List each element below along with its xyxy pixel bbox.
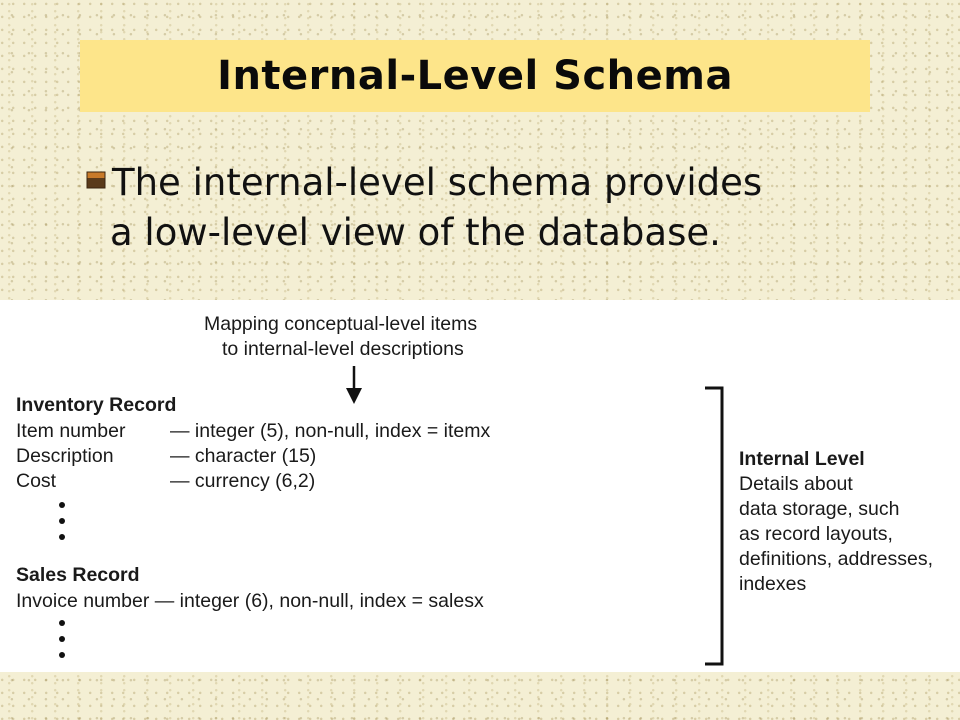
sales-record-heading: Sales Record bbox=[16, 564, 140, 586]
annotation-line-1: Mapping conceptual-level items bbox=[204, 313, 478, 335]
ellipsis-dot bbox=[59, 502, 65, 508]
internal-level-heading: Internal Level bbox=[739, 448, 865, 470]
inventory-field-item-number: Item number bbox=[16, 420, 126, 442]
mapping-arrow-head bbox=[346, 388, 362, 404]
sales-record-row: Invoice number — integer (6), non-null, index = salesx bbox=[16, 590, 484, 612]
inventory-record-heading: Inventory Record bbox=[16, 394, 177, 416]
inventory-field-cost: Cost bbox=[16, 470, 57, 492]
internal-level-line: data storage, such bbox=[739, 498, 900, 520]
internal-level-line: indexes bbox=[739, 573, 807, 595]
ellipsis-dot bbox=[59, 636, 65, 642]
inventory-desc-cost: — currency (6,2) bbox=[170, 470, 316, 492]
ellipsis-dot bbox=[59, 534, 65, 540]
slide-title: Internal-Level Schema bbox=[217, 53, 733, 99]
ellipsis-dot bbox=[59, 652, 65, 658]
title-banner bbox=[80, 40, 870, 112]
internal-level-line: definitions, addresses, bbox=[739, 548, 934, 570]
inventory-desc-item-number: — integer (5), non-null, index = itemx bbox=[170, 420, 491, 442]
inventory-field-description: Description bbox=[16, 445, 114, 467]
annotation-line-2: to internal-level descriptions bbox=[222, 338, 464, 360]
ellipsis-dot bbox=[59, 620, 65, 626]
internal-level-line: Details about bbox=[739, 473, 853, 495]
internal-level-line: as record layouts, bbox=[739, 523, 893, 545]
internal-level-bracket bbox=[705, 388, 722, 664]
schema-figure bbox=[0, 300, 960, 672]
bullet-icon bbox=[86, 170, 106, 190]
bullet-line-2: a low-level view of the database. bbox=[110, 211, 721, 254]
bullet-paragraph bbox=[112, 158, 932, 258]
inventory-desc-description: — character (15) bbox=[170, 445, 317, 467]
bullet-line-1: The internal-level schema provides bbox=[112, 161, 763, 204]
ellipsis-dot bbox=[59, 518, 65, 524]
